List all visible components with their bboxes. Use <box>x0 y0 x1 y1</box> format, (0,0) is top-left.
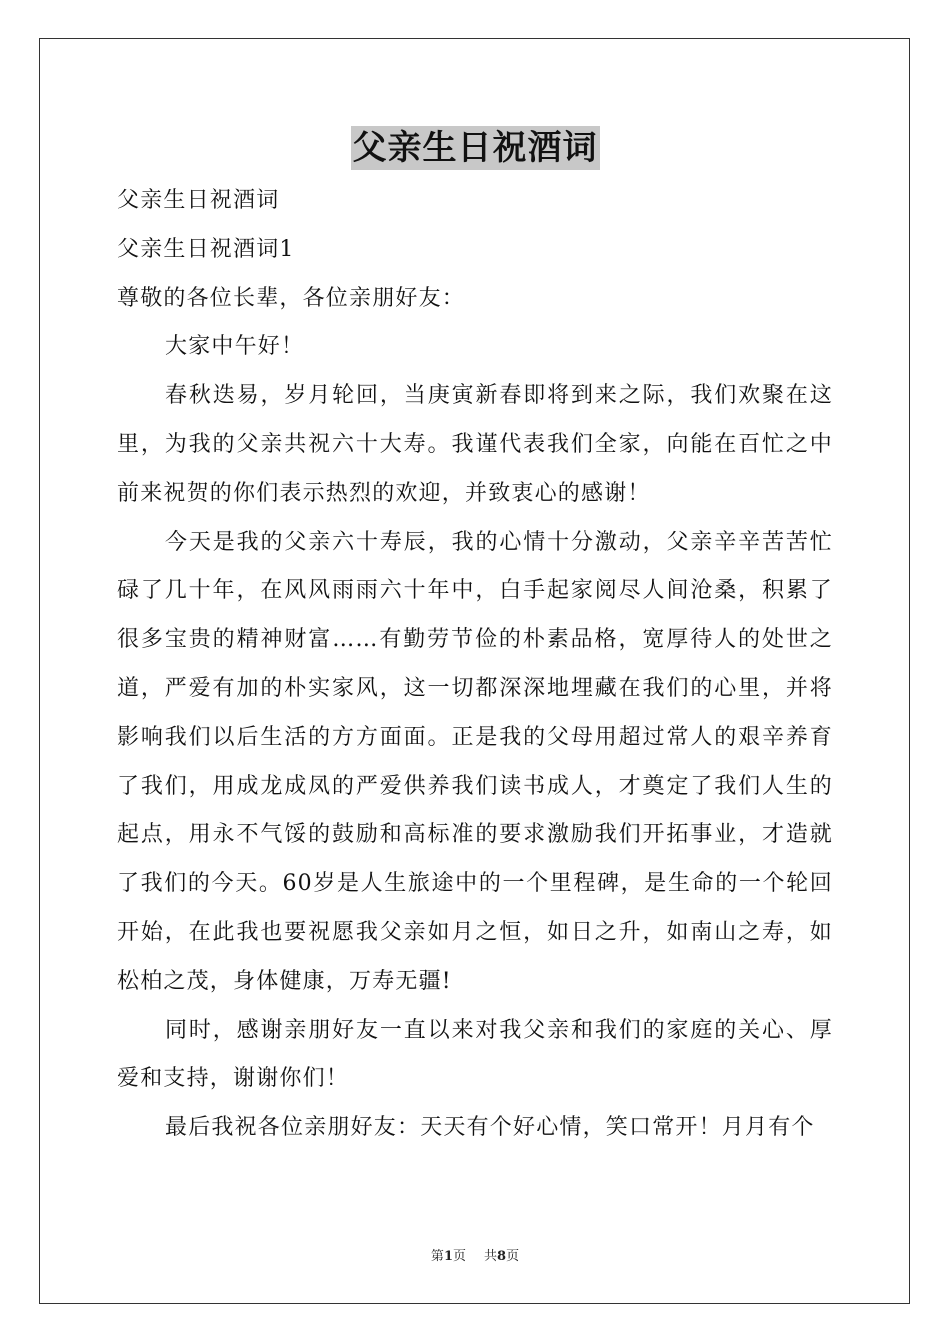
paragraph-subheading: 父亲生日祝酒词1 <box>117 236 295 262</box>
page-total <box>484 1249 519 1264</box>
total-prefix: 共 <box>484 1249 498 1264</box>
paragraph-salutation: 尊敬的各位长辈，各位亲朋好友： <box>117 285 466 311</box>
document-title: 父亲生日祝酒词 <box>352 128 598 168</box>
page-number <box>431 1249 466 1264</box>
document-body <box>117 177 833 1153</box>
paragraph-thanks: 同时，感谢亲朋好友一直以来对我父亲和我们的家庭的关心、厚爱和支持，谢谢你们！ <box>117 1017 833 1092</box>
paragraph-closing: 最后我祝各位亲朋好友：天天有个好心情，笑口常开！月月有个 <box>165 1115 815 1141</box>
page-suffix: 页 <box>452 1249 466 1264</box>
current-page: 1 <box>443 1249 453 1264</box>
paragraph-heading: 父亲生日祝酒词 <box>117 188 280 213</box>
page-footer <box>0 1248 950 1266</box>
paragraph-greeting: 大家中午好！ <box>165 334 305 360</box>
total-suffix: 页 <box>506 1249 520 1264</box>
paragraph-tribute: 今天是我的父亲六十寿辰，我的心情十分激动，父亲辛辛苦苦忙碌了几十年，在风风雨雨六十年中，白手起家阅尽人间沧桑，积累了很多宝贵的精神财富……有勤劳节俭的朴素品格，宽厚待人的处世之道，严爱有加的朴实家风，这一切都深深地埋藏在我们的心里，并将影响我们以后生活的方方面面。正是我的父母用超过常人的艰辛养育了我们，用成龙成凤的严爱供养我们读书成人，才奠定了我们人生的起点，用永不气馁的鼓励和高标准的要求激励我们开拓事业，才造就了我们的今天。60岁是人生旅途中的一个里程碑，是生命的一个轮回开始，在此我也要祝愿我父亲如月之恒，如日之升，如南山之寿，如松柏之茂，身体健康，万寿无疆! <box>117 529 833 994</box>
total-pages: 8 <box>497 1249 507 1264</box>
page-prefix: 第 <box>430 1249 444 1264</box>
paragraph-welcome: 春秋迭易，岁月轮回，当庚寅新春即将到来之际，我们欢聚在这里，为我的父亲共祝六十大寿。我谨代表我们全家，向能在百忙之中前来祝贺的你们表示热烈的欢迎，并致衷心的感谢！ <box>117 383 833 506</box>
title-container <box>0 126 950 170</box>
